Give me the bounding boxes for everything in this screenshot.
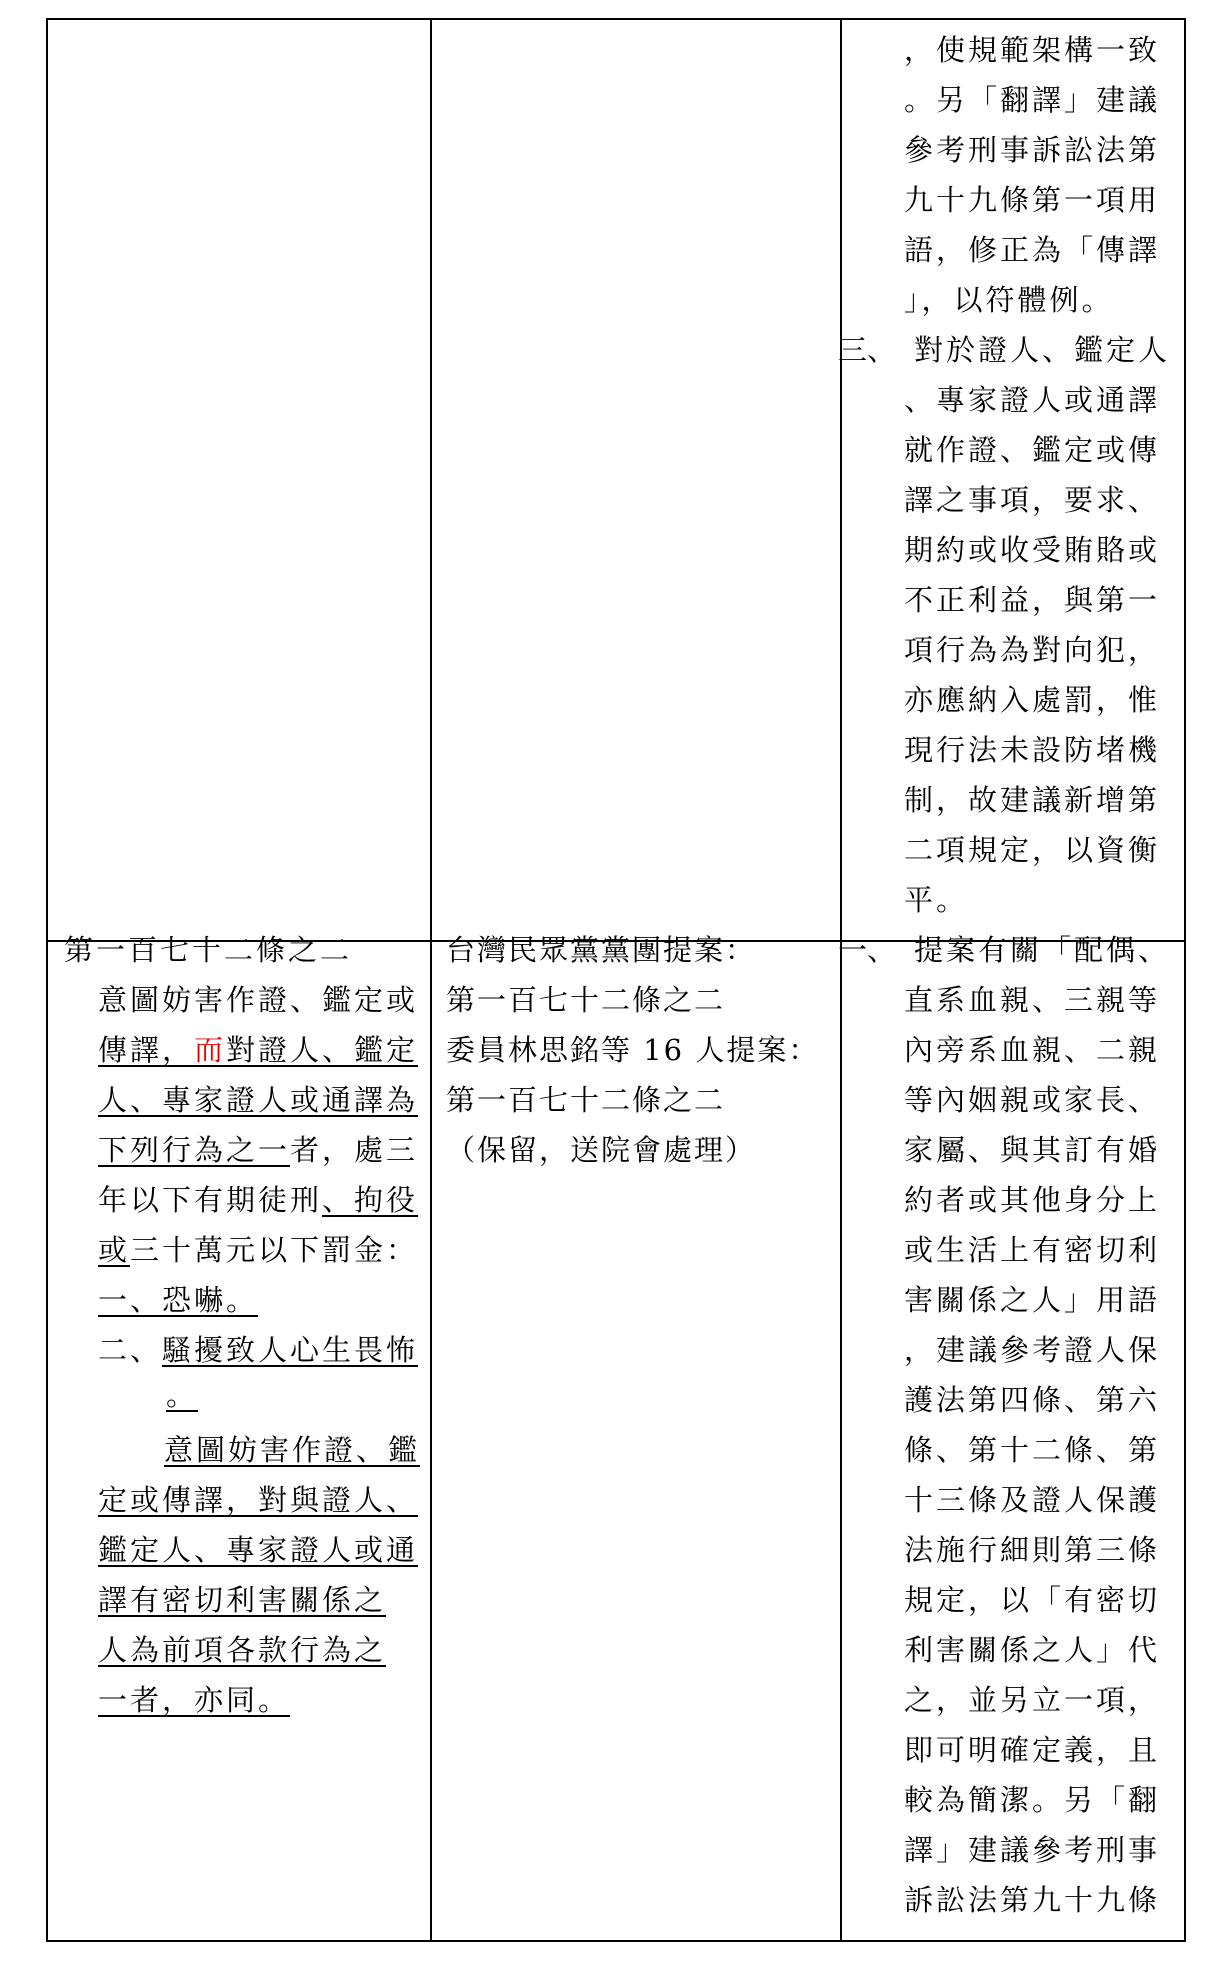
explanation-line: 現行法未設防堵機 xyxy=(904,733,1161,767)
explanation-line: 對於證人、鑑定人 xyxy=(914,333,1171,367)
article-line-text: 對證人、鑑定 xyxy=(226,1033,419,1067)
explanation-line: 訴訟法第九十九條 xyxy=(904,1883,1161,1917)
explanation-line: 直系血親、三親等 xyxy=(904,983,1161,1017)
explanation-line: 即可明確定義，且 xyxy=(904,1733,1161,1767)
explanation-line: 護法第四條、第六 xyxy=(904,1383,1161,1417)
article-line xyxy=(98,1030,418,1070)
explanation-line: 或生活上有密切利 xyxy=(904,1233,1161,1267)
article-item: 。 xyxy=(166,1378,199,1412)
explanation-line: 制，故建議新增第 xyxy=(904,783,1161,817)
article-line: 人為前項各款行為之 xyxy=(98,1633,387,1667)
explanation-line: 參考刑事訴訟法第 xyxy=(904,133,1161,167)
explanation-line: 等內姻親或家長、 xyxy=(904,1083,1161,1117)
article-line: 意圖妨害作證、鑑 xyxy=(164,1433,421,1467)
proposal-line: 第一百七十二條之二 xyxy=(446,1083,726,1117)
article-line-text: 、拘役 xyxy=(322,1183,419,1217)
explanation-line: 之，並另立一項， xyxy=(904,1683,1161,1717)
proposal-line: 第一百七十二條之二 xyxy=(446,983,726,1017)
explanation-line: 家屬、與其訂有婚 xyxy=(904,1133,1161,1167)
article-title: 第一百七十二條之二 xyxy=(64,933,353,967)
explanation-line: 不正利益，與第一 xyxy=(904,583,1161,617)
explanation-line: 約者或其他身分上 xyxy=(904,1183,1161,1217)
explanation-line: ，建議參考證人保 xyxy=(904,1333,1161,1367)
article-line-text: 年以下有期徒刑 xyxy=(98,1183,323,1217)
explanation-line: 平。 xyxy=(904,883,969,917)
article-line: 定或傳譯，對與證人、 xyxy=(98,1483,419,1517)
explanation-line: 項行為為對向犯， xyxy=(904,633,1161,667)
proposal-line: 委員林思銘等 16 人提案： xyxy=(446,1033,820,1067)
article-line xyxy=(98,1230,418,1270)
explanation-line: 較為簡潔。另「翻 xyxy=(904,1783,1161,1817)
article-line-text: 二、 xyxy=(98,1333,163,1367)
article-item xyxy=(98,1330,418,1370)
article-line: 譯有密切利害關係之 xyxy=(98,1583,387,1617)
proposal-line: 台灣民眾黨黨團提案： xyxy=(446,933,757,967)
article-line-text: 三十萬元以下罰金： xyxy=(130,1233,419,1267)
explanation-line: ，使規範架構一致 xyxy=(904,33,1161,67)
explanation-line: 譯之事項，要求、 xyxy=(904,483,1161,517)
point-number: 三、 xyxy=(838,333,897,367)
explanation-line: 九十九條第一項用 xyxy=(904,183,1161,217)
explanation-line: 利害關係之人」代 xyxy=(904,1633,1161,1667)
article-line xyxy=(98,1180,418,1220)
inserted-char: 而 xyxy=(194,1033,227,1067)
explanation-line: 語，修正為「傳譯 xyxy=(904,233,1161,267)
explanation-line: 二項規定，以資衡 xyxy=(904,833,1161,867)
explanation-line: 。另「翻譯」建議 xyxy=(904,83,1161,117)
article-item: 一、恐嚇。 xyxy=(98,1283,259,1317)
article-line xyxy=(98,980,418,1020)
explanation-line: 害關係之人」用語 xyxy=(904,1283,1161,1317)
explanation-line: 十三條及證人保護 xyxy=(904,1483,1161,1517)
article-line-text: 意圖妨害作證、鑑定或 xyxy=(98,983,419,1017)
article-line xyxy=(98,1130,418,1170)
explanation-line: 譯」建議參考刑事 xyxy=(904,1833,1161,1867)
article-line-text: 或 xyxy=(98,1233,131,1267)
explanation-line: 內旁系血親、二親 xyxy=(904,1033,1161,1067)
proposal-line: （保留，送院會處理） xyxy=(446,1133,757,1167)
explanation-line: 法施行細則第三條 xyxy=(904,1533,1161,1567)
explanation-line: 規定，以「有密切 xyxy=(904,1583,1161,1617)
explanation-line: 就作證、鑑定或傳 xyxy=(904,433,1161,467)
article-line: 一者，亦同。 xyxy=(98,1683,291,1717)
article-line: 鑑定人、專家證人或通 xyxy=(98,1533,419,1567)
point-number: 一、 xyxy=(838,933,897,967)
explanation-line: 條、第十二條、第 xyxy=(904,1433,1161,1467)
explanation-line: 」，以符體例。 xyxy=(904,283,1114,317)
article-line-text: 傳譯， xyxy=(98,1033,195,1067)
explanation-line: 、專家證人或通譯 xyxy=(904,383,1161,417)
explanation-line: 期約或收受賄賂或 xyxy=(904,533,1161,567)
explanation-line: 亦應納入處罰，惟 xyxy=(904,683,1161,717)
article-line-text: 者，處三 xyxy=(290,1133,419,1167)
article-line xyxy=(98,1080,418,1120)
article-line-text: 下列行為之一 xyxy=(98,1133,291,1167)
article-line-text: 騷擾致人心生畏怖 xyxy=(162,1333,419,1367)
article-line-text: 人、專家證人或通譯為 xyxy=(98,1083,419,1117)
explanation-line: 提案有關「配偶、 xyxy=(914,933,1171,967)
